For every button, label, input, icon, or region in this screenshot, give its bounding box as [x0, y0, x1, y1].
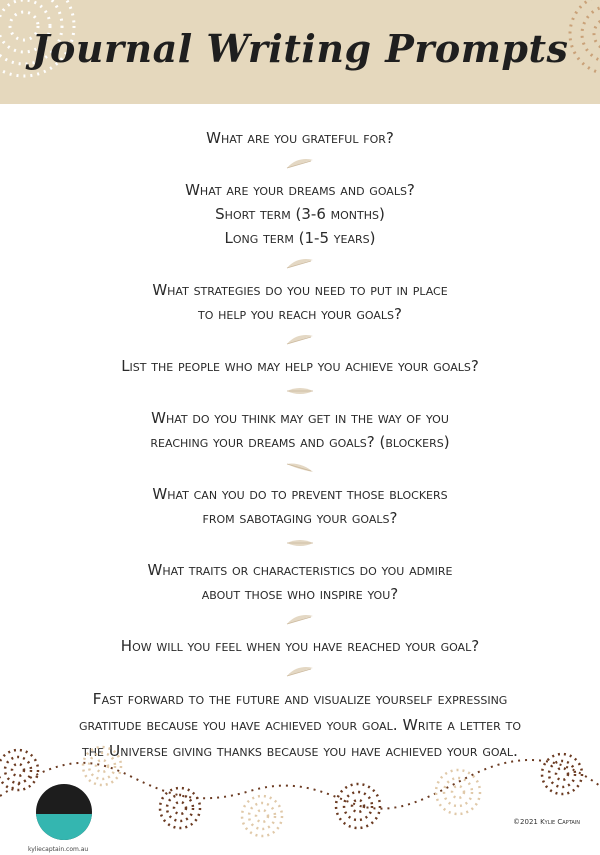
prompt-item [20, 126, 580, 150]
prompt-line: Fast forward to the future and visualize yourself expressing [92, 690, 508, 708]
brand-logo [36, 784, 92, 840]
prompt-item [20, 634, 580, 658]
prompt-line: gratitude because you have achieved your goal. Write a letter to [78, 716, 522, 734]
prompt-line: What traits or characteristics do you admire [147, 561, 453, 579]
prompt-item [20, 354, 580, 378]
prompt-line: What strategies do you need to put in place [152, 281, 448, 299]
prompt-list [20, 126, 580, 764]
prompt-line: Short term (3-6 months) [215, 205, 385, 223]
prompt-line: What can you do to prevent those blockers [152, 485, 448, 503]
feather-divider-icon [285, 256, 315, 270]
prompt-line: to help you reach your goals? [198, 305, 402, 323]
copyright-text: ©2021 Kylie Captain [513, 818, 580, 826]
feather-divider-icon [285, 332, 315, 346]
feather-divider-icon [285, 612, 315, 626]
page-title: Journal Writing Prompts [31, 26, 569, 71]
header-banner [0, 0, 600, 104]
feather-divider-icon [285, 460, 315, 474]
feather-divider-icon [285, 536, 315, 550]
prompt-line: What are your dreams and goals? [185, 181, 415, 199]
prompt-line: the Universe giving thanks because you have achieved your goal. [82, 742, 518, 760]
logo-url-text: kyliecaptain.com.au [28, 846, 89, 853]
prompt-line: List the people who may help you achieve your goals? [121, 357, 479, 375]
prompt-item [20, 482, 580, 530]
prompt-line: about those who inspire you? [201, 585, 399, 603]
prompt-item [20, 278, 580, 326]
feather-divider-icon [285, 664, 315, 678]
prompt-item [20, 178, 580, 250]
feather-divider-icon [285, 384, 315, 398]
prompt-line: What are you grateful for? [206, 129, 394, 147]
prompt-line: What do you think may get in the way of you [151, 409, 449, 427]
prompt-line: reaching your dreams and goals? (blockers) [150, 433, 450, 451]
prompt-line: from sabotaging your goals? [202, 509, 398, 527]
prompt-line: How will you feel when you have reached your goal? [120, 637, 480, 655]
prompt-item [20, 558, 580, 606]
feather-divider-icon [285, 156, 315, 170]
prompt-item [20, 406, 580, 454]
prompt-line: Long term (1-5 years) [224, 229, 376, 247]
wave-icon [36, 814, 92, 840]
